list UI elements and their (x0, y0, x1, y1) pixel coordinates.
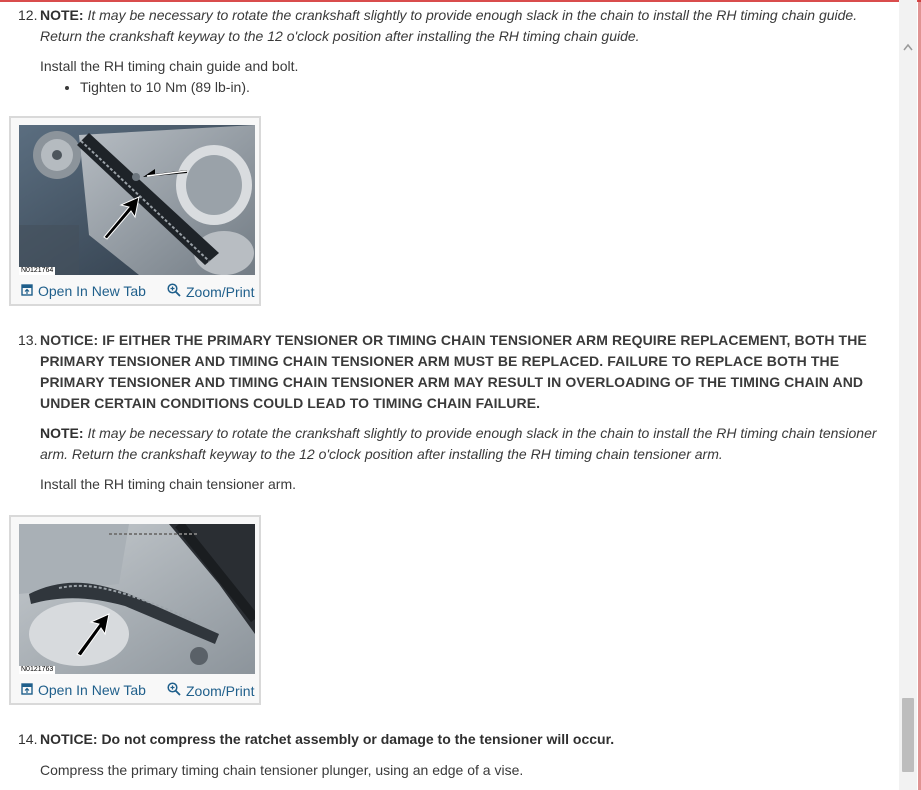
figure-links (21, 682, 261, 702)
figure-n0121764 (9, 116, 261, 306)
note-text: It may be necessary to rotate the crankshaft slightly to provide enough slack in the chain to install the RH timing chain tensioner arm. Return the crankshaft keyway to the 12 o'clock position after installing the RH timing chain tensioner arm. (40, 425, 877, 462)
step-number: 13. (18, 332, 38, 348)
engine-photo-tensioner-arm (19, 524, 255, 674)
figure-links (21, 283, 261, 303)
step-body (40, 5, 878, 97)
zoom-print-label: Zoom/Print (186, 283, 255, 300)
zoom-print-link[interactable] (167, 283, 254, 300)
instruction-text: Install the RH timing chain tensioner arm. (40, 476, 296, 492)
note-paragraph (40, 423, 878, 465)
note-text: It may be necessary to rotate the crankshaft slightly to provide enough slack in the chain to install the RH timing chain guide. Return the crankshaft keyway to the 12 o'clock position after installing the RH timing chain guide. (40, 7, 858, 44)
figure-image[interactable] (19, 125, 255, 275)
notice-text: NOTICE: IF EITHER THE PRIMARY TENSIONER OR TIMING CHAIN TENSIONER ARM REQUIRE REPLACEMENT, BOTH THE PRIMARY TENSIONER AND TIMING CHAIN TENSIONER ARM MUST BE REPLACED. FAILURE TO REPLACE BOTH THE PRIMARY TENSIONER AND TIMING CHAIN TENSIONER ARM MAY RESULT IN OVERLOADING OF THE TIMING CHAIN AND UNDER CERTAIN CONDITIONS COULD LEAD TO TIMING CHAIN FAILURE. (40, 332, 867, 411)
note-label: NOTE: (40, 425, 84, 441)
figure-image[interactable] (19, 524, 255, 674)
zoom-print-label: Zoom/Print (186, 682, 255, 699)
step-number: 12. (18, 7, 38, 23)
open-in-new-tab-icon (21, 283, 33, 299)
vertical-scrollbar[interactable] (899, 0, 917, 790)
instruction-text: Compress the primary timing chain tensioner plunger, using an edge of a vise. (40, 762, 524, 778)
figure-id-label: N0121763 (21, 666, 54, 673)
figure-id-label: N0121764 (21, 267, 54, 274)
open-in-new-tab-link[interactable] (21, 682, 146, 698)
step-body (40, 330, 878, 495)
step-number: 14. (18, 731, 38, 747)
figure-n0121763 (9, 515, 261, 705)
open-in-new-tab-label: Open In New Tab (38, 682, 146, 698)
zoom-print-link[interactable] (167, 682, 254, 699)
scrollbar-thumb[interactable] (902, 698, 914, 772)
spec-item: • Tighten to 10 Nm (89 lb-in). (80, 77, 878, 97)
scroll-up-arrow-icon[interactable] (903, 38, 913, 46)
open-in-new-tab-label: Open In New Tab (38, 283, 146, 299)
open-in-new-tab-icon (21, 682, 33, 698)
note-label: NOTE: (40, 7, 84, 23)
step-body (40, 729, 878, 781)
magnifier-zoom-icon (167, 682, 181, 699)
spec-list (40, 77, 878, 97)
engine-photo-rh-guide (19, 125, 255, 275)
note-paragraph (40, 5, 878, 47)
notice-text: NOTICE: Do not compress the ratchet assembly or damage to the tensioner will occur. (40, 731, 615, 747)
magnifier-zoom-icon (167, 283, 181, 300)
open-in-new-tab-link[interactable] (21, 283, 146, 299)
instruction-text: Install the RH timing chain guide and bolt. (40, 58, 299, 74)
